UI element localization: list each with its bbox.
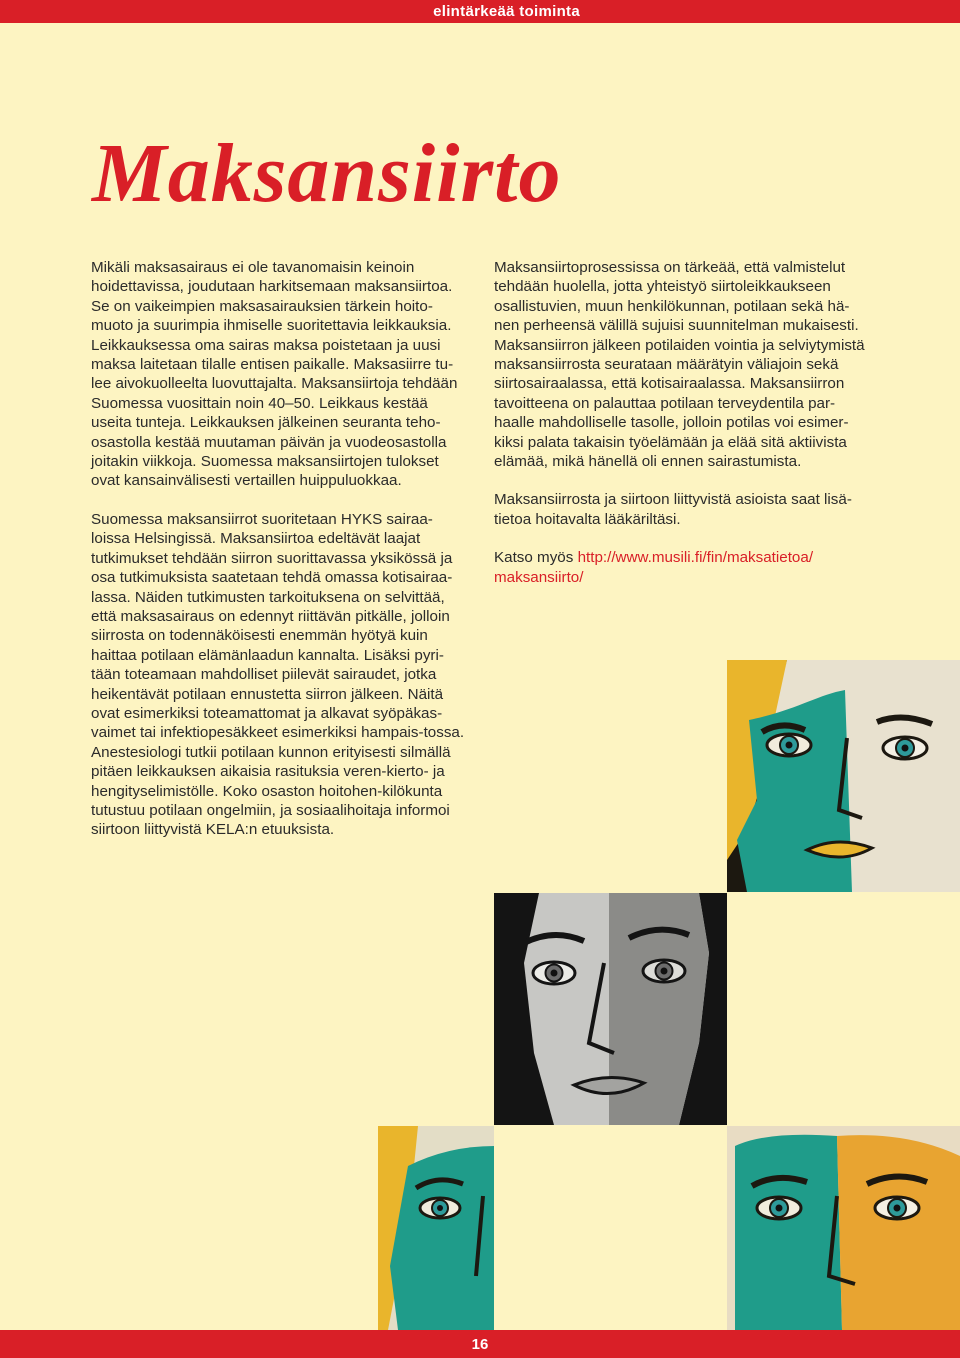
- face-illustration-top-right: [727, 660, 960, 892]
- musili-link[interactable]: http://www.musili.fi/fin/maksatietoa/ maksansiirto/: [494, 549, 814, 586]
- face-top-right-image: [727, 660, 960, 892]
- paragraph: Mikäli maksasairaus ei ole tavanomaisin keinoin hoidettavissa, joudutaan harkitsemaan maksansiirtoa. Se on vaikeimpien maksasairauksien tärkein hoito-muoto ja suurimpia ihmiselle suoritettavia leikkauksia. Leikkauksessa oma sairas maksa poistetaan ja uusi maksa laitetaan tilalle entisen paikalle. Maksasiirre tu-lee aivokuolleelta luovuttajalta. Maksansiirtoja tehdään Suomessa vuosittain noin 40–50. Leikkaus kestää useita tunteja. Leikkauksen jälkeinen seuranta teho-osastolla kestää muutaman päivän ja vuodeosastolla joitakin viikkoja. Suomessa maksansiirtojen tulokset ovat kansainvälisesti vertaillen huippuluokkaa.: [91, 259, 458, 490]
- paragraph: Suomessa maksansiirrot suoritetaan HYKS sairaa-loissa Helsingissä. Maksansiirtoa edeltävät laajat tutkimukset tehdään siirron suorittavassa yksikössä ja osa tutkimuksista saatetaan tehdä omassa kotisairaa-lassa. Näiden tutkimusten tarkoituksena on selvittää, että maksasairaus on edennyt riittävän pitkälle, jolloin siirrosta on todennäköisesti enemmän hyötyä kuin haittaa potilaan elämänlaadun kannalta. Lisäksi pyri-tään toteamaan mahdolliset piilevät sairaudet, jotka heikentävät potilaan ennustetta siirron jälkeen. Näitä ovat esimerkiksi toteamattomat ja alkavat syöpäkas-vaimet tai infektiopesäkkeet esimerkiksi hampais-tossa. Anestesiologi tutkii potilaan kunnon erityisesti silmällä pitäen leikkauksen aikaisia rasituksia veren-kierto- ja hengityselimistölle. Koko osaston hoitohen-kilökunta tutustuu potilaan ongelmiin, ja sosiaalihoitaja informoi siirtoon liittyvistä KELA:n etuuksista.: [91, 510, 465, 839]
- face-bottom-right-image: [727, 1126, 960, 1330]
- face-illustration-bottom-left: [378, 1126, 494, 1330]
- face-illustration-grey: [494, 893, 727, 1125]
- paragraph: Maksansiirrosta ja siirtoon liittyvistä asioista saat lisä-tietoa hoitavalta lääkäriltäsi.: [494, 491, 852, 528]
- see-also-prefix: Katso myös: [494, 549, 578, 567]
- section-label: elintärkeää toiminta: [433, 3, 580, 20]
- page-title: Maksansiirto: [92, 127, 562, 220]
- face-bottom-left-image: [378, 1126, 494, 1330]
- see-also: [494, 548, 868, 587]
- left-column: [91, 258, 471, 859]
- paragraph: Maksansiirtoprosessissa on tärkeää, että valmistelut tehdään huolella, jotta yhteistyö siirtoleikkaukseen osallistuvien, muun henkilökunnan, potilaan sekä hä-nen perheensä välillä sujuisi suunnitelman mukaisesti. Maksansiirron jälkeen potilaiden vointia ja selviytymistä maksansiirrosta seurataan määrätyin väliajoin sekä siirtosairaalassa, että kotisairaalassa. Maksansiirron tavoitteena on palauttaa potilaan terveydentila par-haalle mahdolliselle tasolle, jolloin potilas voi esimer-kiksi palata takaisin työelämään ja elää sitä aktiivista elämää, mikä hänellä oli ennen sairastumista.: [494, 259, 865, 471]
- face-grey-image: [494, 893, 727, 1125]
- right-column: [494, 258, 868, 606]
- page-number: 16: [458, 1336, 502, 1358]
- face-illustration-bottom-right: [727, 1126, 960, 1330]
